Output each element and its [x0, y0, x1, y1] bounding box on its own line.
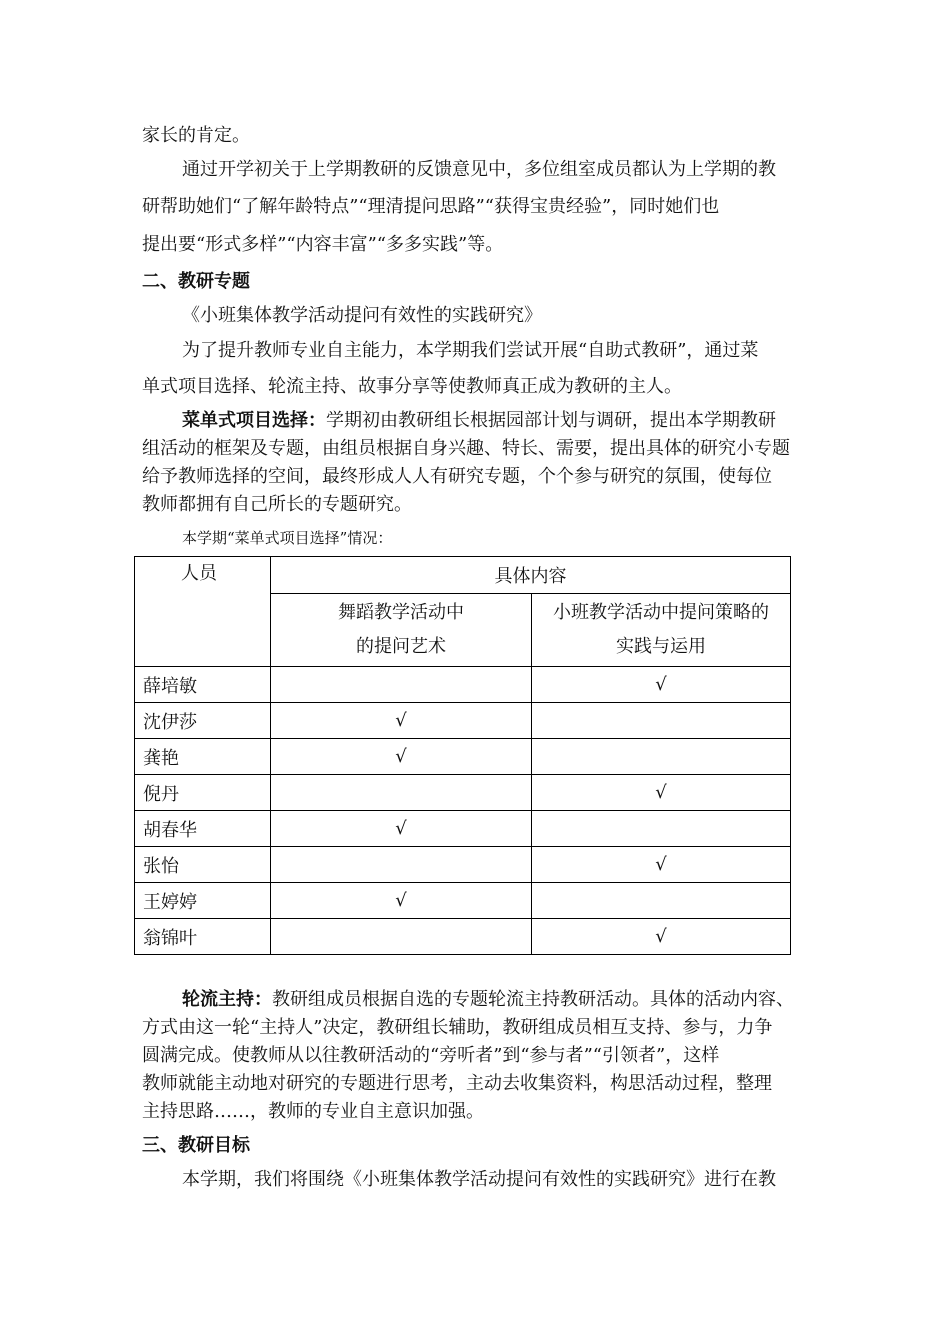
check-b	[532, 739, 791, 775]
rotate-text: 教研组成员根据自选的专题轮流主持教研活动。具体的活动内容、	[272, 989, 794, 1010]
header-content: 具体内容	[271, 557, 791, 594]
topic-a-header	[271, 594, 532, 667]
check-a	[271, 919, 532, 955]
person-name: 龚艳	[135, 739, 271, 775]
paragraph-line: 方式由这一轮“主持人”决定，教研组长辅助，教研组成员相互支持、参与，力争	[142, 1017, 773, 1038]
rotate-label: 轮流主持：	[182, 989, 272, 1010]
check-b: √	[532, 847, 791, 883]
paragraph-line: 家长的肯定。	[142, 125, 250, 146]
person-name: 张怡	[135, 847, 271, 883]
check-b: √	[532, 919, 791, 955]
table-row	[135, 919, 791, 955]
section-heading: 二、教研专题	[142, 271, 250, 292]
check-a	[271, 775, 532, 811]
person-name: 王婷婷	[135, 883, 271, 919]
table-row	[135, 883, 791, 919]
table-row	[135, 811, 791, 847]
topic-b-line2: 实践与运用	[616, 636, 706, 657]
person-name: 倪丹	[135, 775, 271, 811]
person-name: 胡春华	[135, 811, 271, 847]
table-row	[135, 775, 791, 811]
check-b	[532, 703, 791, 739]
topic-title: 《小班集体教学活动提问有效性的实践研究》	[182, 305, 542, 326]
check-a: √	[271, 739, 532, 775]
check-b	[532, 883, 791, 919]
paragraph-line: 通过开学初关于上学期教研的反馈意见中，多位组室成员都认为上学期的教	[182, 159, 776, 180]
header-people: 人员	[135, 557, 271, 667]
paragraph-line: 组活动的框架及专题，由组员根据自身兴趣、特长、需要，提出具体的研究小专题	[142, 438, 790, 459]
paragraph-line: 研帮助她们“了解年龄特点”“理清提问思路”“获得宝贵经验”，同时她们也	[142, 196, 720, 217]
topic-a-line2: 的提问艺术	[356, 636, 446, 657]
section-heading: 三、教研目标	[142, 1135, 250, 1156]
menu-text: 学期初由教研组长根据园部计划与调研，提出本学期教研	[326, 410, 776, 431]
paragraph-line: 提出要“形式多样”“内容丰富”“多多实践”等。	[142, 234, 504, 255]
paragraph-line: 主持思路……，教师的专业自主意识加强。	[142, 1101, 484, 1122]
check-a: √	[271, 703, 532, 739]
person-name: 沈伊莎	[135, 703, 271, 739]
topic-a-line1: 舞蹈教学活动中	[338, 602, 464, 623]
check-a	[271, 847, 532, 883]
paragraph-line: 本学期，我们将围绕《小班集体教学活动提问有效性的实践研究》进行在教	[182, 1169, 776, 1190]
person-name: 翁锦叶	[135, 919, 271, 955]
paragraph-line: 单式项目选择、轮流主持、故事分享等使教师真正成为教研的主人。	[142, 376, 682, 397]
paragraph-line	[182, 988, 794, 1012]
paragraph-line	[182, 409, 776, 433]
menu-label: 菜单式项目选择：	[182, 410, 326, 431]
table-row	[135, 739, 791, 775]
check-b: √	[532, 667, 791, 703]
table-row	[135, 847, 791, 883]
paragraph-line: 圆满完成。使教师从以往教研活动的“旁听者”到“参与者”“引领者”，这样	[142, 1045, 720, 1066]
paragraph-line: 教师就能主动地对研究的专题进行思考，主动去收集资料，构思活动过程，整理	[142, 1073, 772, 1094]
check-a: √	[271, 883, 532, 919]
topic-b-line1: 小班教学活动中提问策略的	[553, 602, 769, 623]
check-a	[271, 667, 532, 703]
table-caption: 本学期“菜单式项目选择”情况：	[182, 529, 393, 547]
paragraph-line: 给予教师选择的空间，最终形成人人有研究专题，个个参与研究的氛围，使每位	[142, 466, 772, 487]
paragraph-line: 教师都拥有自己所长的专题研究。	[142, 494, 412, 515]
check-b: √	[532, 775, 791, 811]
check-b	[532, 811, 791, 847]
selection-table	[134, 556, 791, 955]
paragraph-line: 为了提升教师专业自主能力，本学期我们尝试开展“自助式教研”，通过菜	[182, 340, 759, 361]
topic-b-header	[532, 594, 791, 667]
check-a: √	[271, 811, 532, 847]
person-name: 薛培敏	[135, 667, 271, 703]
table-row	[135, 667, 791, 703]
table-row	[135, 703, 791, 739]
